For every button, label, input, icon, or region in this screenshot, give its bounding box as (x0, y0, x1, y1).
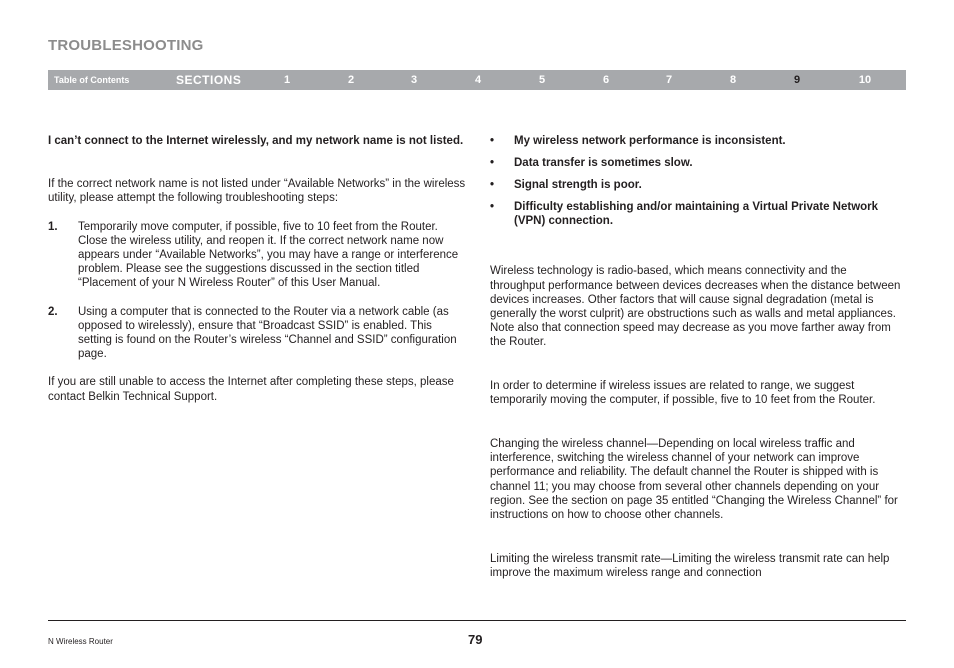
table-of-contents-link[interactable]: Table of Contents (54, 75, 130, 85)
bullet-icon: • (490, 135, 495, 147)
page-section-title: TROUBLESHOOTING (48, 37, 204, 54)
step-item (48, 220, 468, 291)
transmit-rate-paragraph: Limiting the wireless transmit rate—Limiting the wireless transmit rate can help improve the maximum wireless range and connection (490, 552, 890, 579)
symptom-list (490, 134, 902, 228)
bullet-icon: • (490, 201, 495, 213)
section-link-9-active[interactable]: 9 (793, 74, 801, 86)
section-link-10[interactable]: 10 (858, 74, 872, 86)
symptom-text: My wireless network performance is inconsistent. (514, 135, 786, 147)
footer-product-name: N Wireless Router (48, 637, 113, 646)
step-number: 2. (48, 305, 58, 318)
symptom-item (490, 156, 902, 170)
channel-change-paragraph: Changing the wireless channel—Depending on local wireless traffic and interference, switching the wireless channel of your network can improve performance and reliability. The default channel the Router is shipped with is channel 11; you may choose from several other channels depending on your region. See the section on page 35 entitled “Changing the Wireless Channel” for instructions on how to choose other channels. (490, 438, 898, 522)
step-text: Temporarily move computer, if possible, five to 10 feet from the Router. Close the wireless utility, and reopen it. If the correct network name now appears under “Available Networks”, you may have a range or interference problem. Please see the suggestions discussed in the section titled “Placement of your N Wireless Router” of this User Manual. (78, 220, 459, 290)
symptom-text: Signal strength is poor. (514, 179, 642, 191)
section-link-6[interactable]: 6 (602, 74, 610, 86)
symptom-text: Data transfer is sometimes slow. (514, 157, 693, 169)
section-link-7[interactable]: 7 (665, 74, 673, 86)
section-link-2[interactable]: 2 (347, 74, 355, 86)
footer-divider (48, 620, 906, 621)
intro-paragraph: If the correct network name is not listed under “Available Networks” in the wireless utility, please attempt the following troubleshooting steps: (48, 178, 466, 205)
right-column (490, 134, 902, 610)
step-text: Using a computer that is connected to the Router via a network cable (as opposed to wirelessly), ensure that “Broadcast SSID” is enabled. This setting is found on the Router’s wireless “Channel and SSID” configuration page. (78, 305, 457, 361)
symptom-item (490, 178, 902, 192)
troubleshooting-steps (48, 220, 468, 362)
section-link-1[interactable]: 1 (283, 74, 291, 86)
section-link-3[interactable]: 3 (410, 74, 418, 86)
problem-heading: I can’t connect to the Internet wirelessly, and my network name is not listed. (48, 135, 464, 147)
range-test-paragraph: In order to determine if wireless issues are related to range, we suggest temporarily moving the computer, if possible, five to 10 feet from the Router. (490, 380, 876, 407)
range-explanation-paragraph: Wireless technology is radio-based, which means connectivity and the throughput performance between devices decreases when the distance between devices increases. Other factors that will cause signal degradation (metal is generally the worst culprit) are obstructions such as walls and metal appliances. Note also that connection speed may decrease as you move farther away from the Router. (490, 265, 901, 349)
left-column (48, 134, 468, 404)
sections-label: SECTIONS (176, 73, 242, 87)
symptom-item (490, 134, 902, 148)
bullet-icon: • (490, 157, 495, 169)
section-link-4[interactable]: 4 (474, 74, 482, 86)
symptom-item (490, 200, 902, 228)
bullet-icon: • (490, 179, 495, 191)
section-link-5[interactable]: 5 (538, 74, 546, 86)
step-item (48, 305, 468, 362)
page-number: 79 (468, 632, 483, 647)
section-nav-bar (48, 70, 906, 90)
closing-paragraph: If you are still unable to access the Internet after completing these steps, please contact Belkin Technical Support. (48, 376, 454, 403)
symptom-text: Difficulty establishing and/or maintaining a Virtual Private Network (VPN) connection. (514, 201, 879, 228)
section-link-8[interactable]: 8 (729, 74, 737, 86)
step-number: 1. (48, 220, 58, 233)
